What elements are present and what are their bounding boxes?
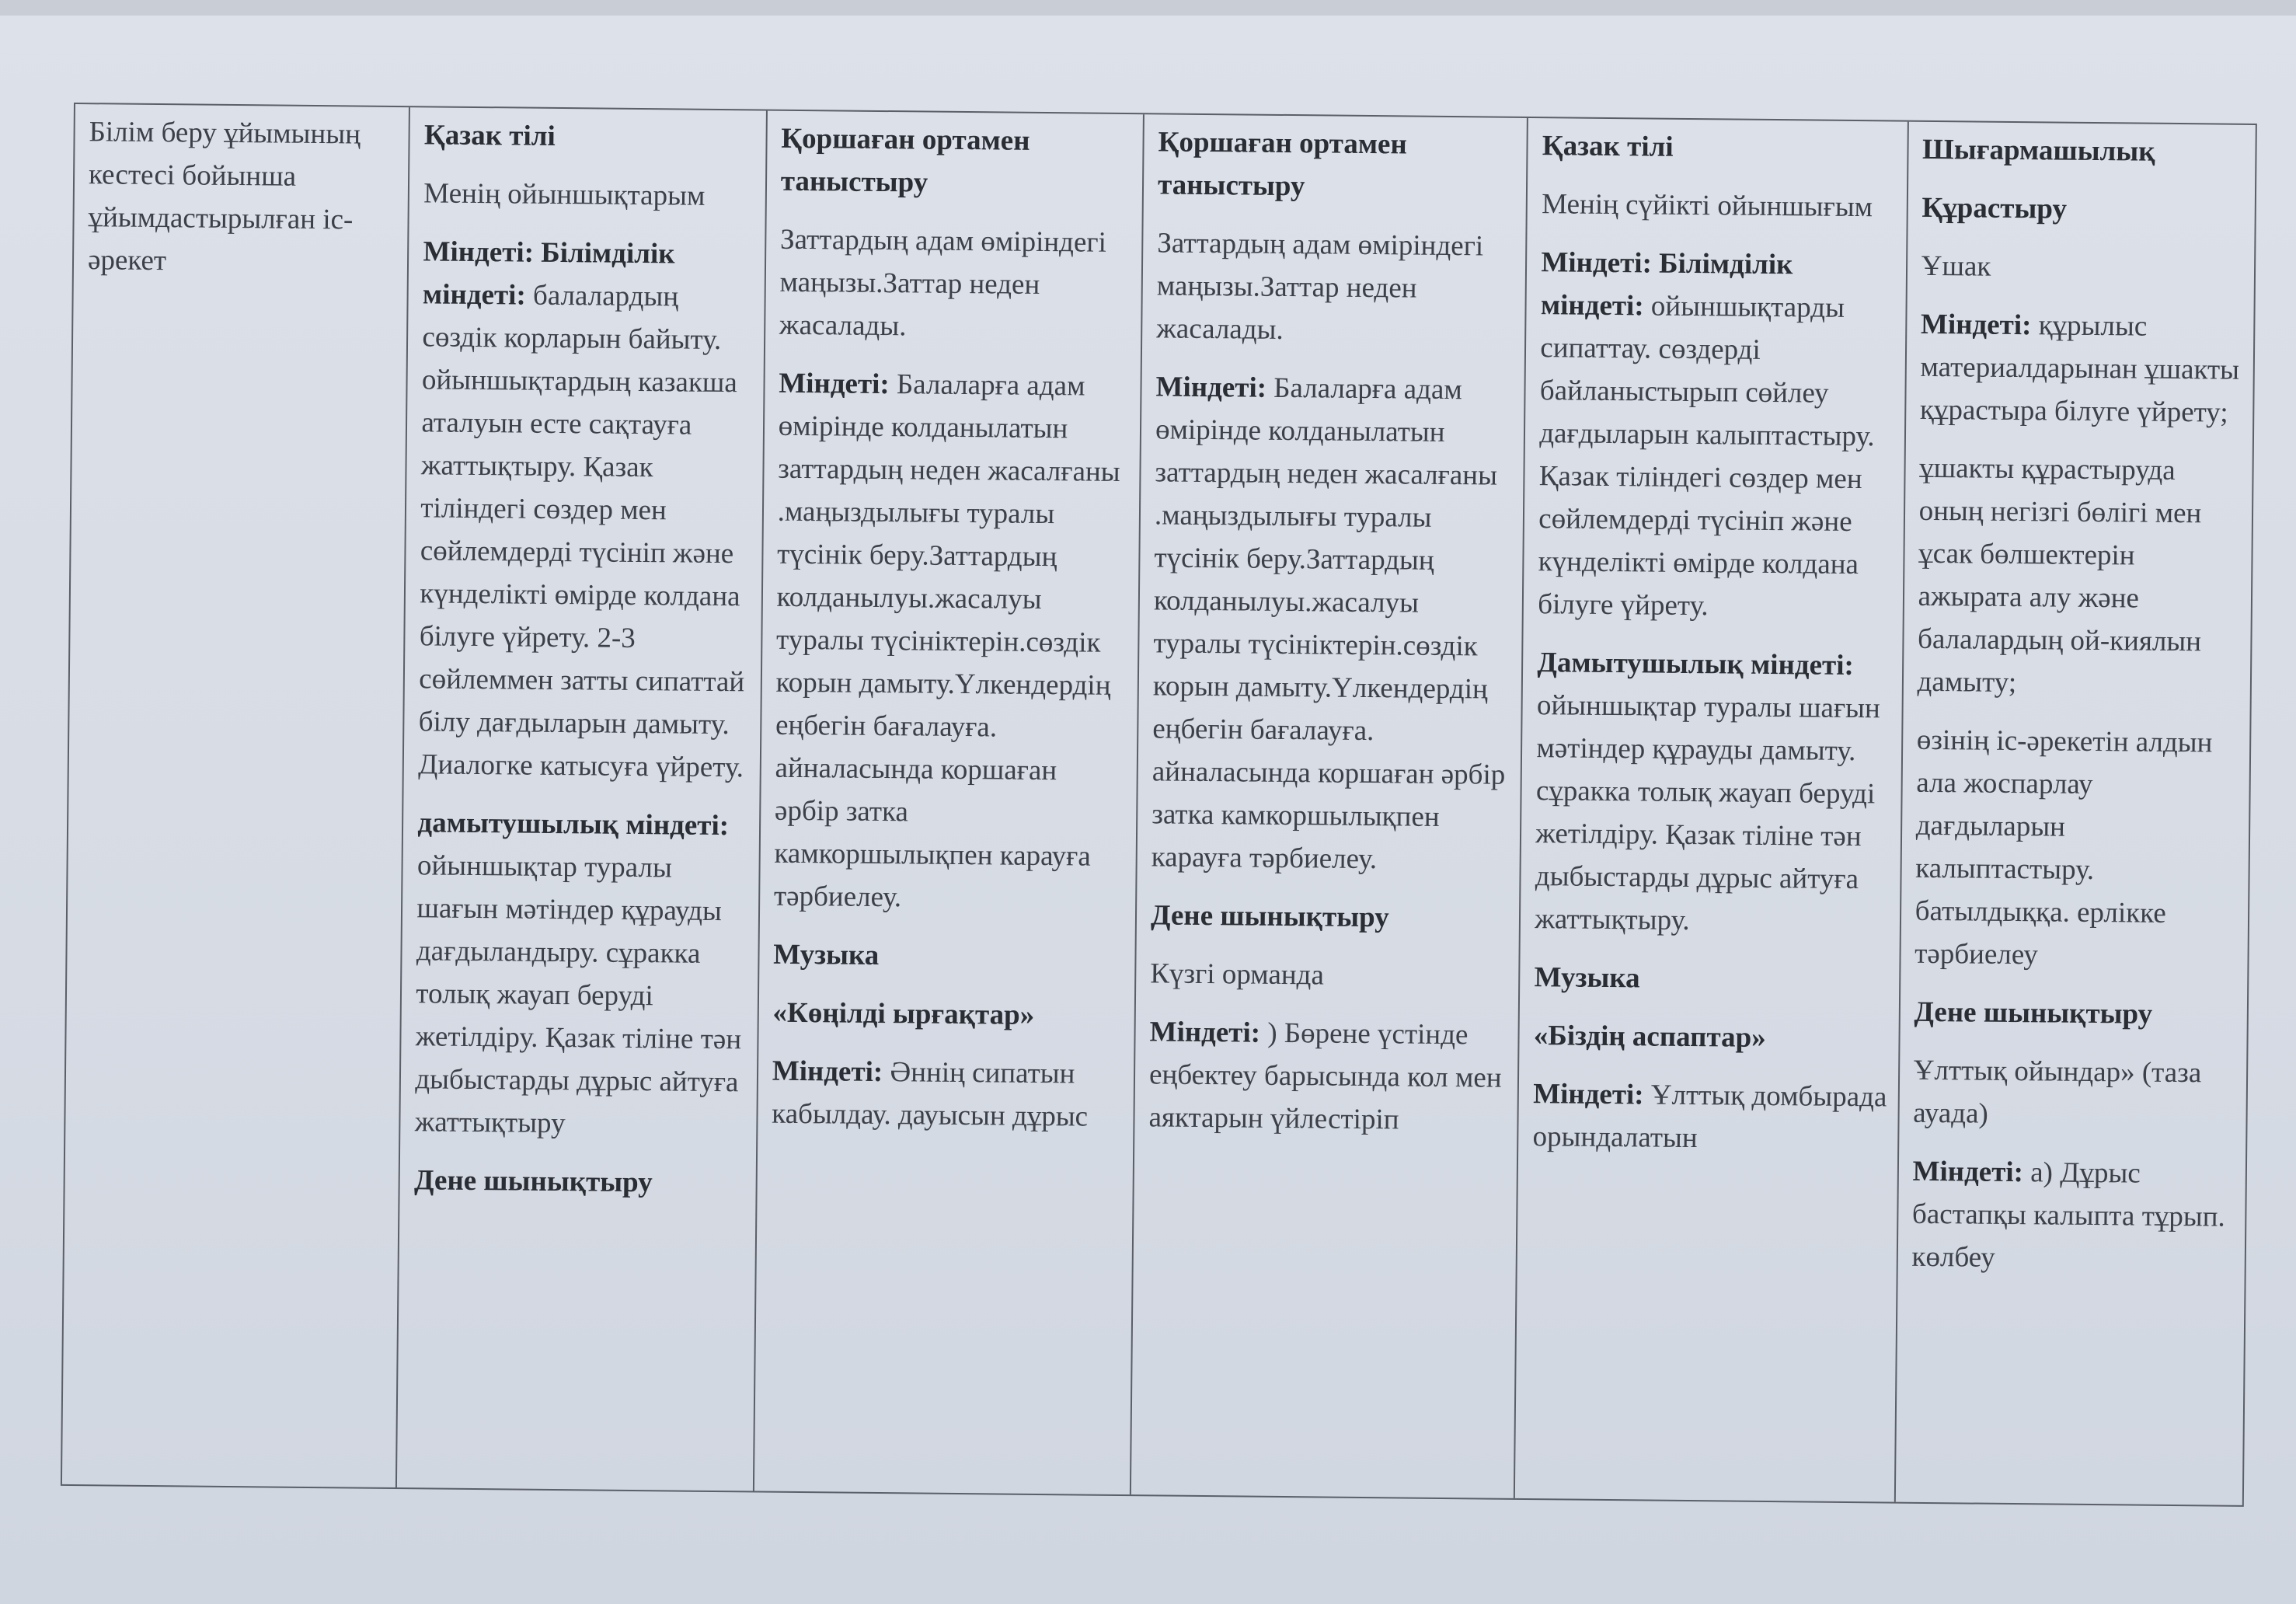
bold-label: Дене шынықтыру: [1914, 996, 2153, 1030]
paragraph-text: Менің ойыншықтарым: [423, 177, 706, 212]
activity-cell: [1131, 114, 1528, 1498]
bold-label: Дамытушылық міндеті:: [1537, 647, 1854, 682]
cell-paragraph: [774, 362, 1130, 921]
cell-paragraph: [1917, 447, 2242, 706]
bold-label: Қоршаған ортамен таныстыру: [780, 122, 1030, 199]
paragraph-text: Ұлттық ойындар» (таза ауада): [1913, 1054, 2202, 1130]
cell-paragraph: [1542, 124, 1897, 170]
activity-cell: [1895, 122, 2255, 1505]
bold-label: Міндеті:: [1912, 1155, 2024, 1189]
cell-paragraph: [1920, 303, 2243, 434]
paragraph-text: ойыншықтарды сипаттау. сөздерді байланыстырып сөйлеу дағдыларын калыптастыру. Қазак тіліндегі сөздер мен сөйлемдерді түсініп және күнделікті өмірде колдана білуге үйрету.: [1538, 290, 1875, 622]
bold-label: Міндеті: Білімділік міндеті:: [1540, 246, 1793, 323]
paragraph-text: ойыншықтар туралы шағын мәтіндер құрауды дағдыландыру. сұракка толық жауап беруді жетілдіру. Қазак тіліне тән дыбыстарды дұрыс айтуға жаттықтыру: [414, 849, 742, 1140]
bold-label: Құрастыру: [1921, 191, 2068, 225]
paragraph-text: Білім беру ұйымының кестесі бойынша ұйымдастырылған іс-әрекет: [87, 116, 361, 277]
cell-paragraph: [418, 230, 754, 789]
bold-label: Музыка: [1534, 961, 1640, 995]
cell-paragraph: [1151, 365, 1514, 881]
cell-paragraph: [1542, 183, 1896, 228]
cell-paragraph: [1911, 1150, 2235, 1281]
paragraph-text: өзінің іс-әрекетін алдын ала жоспарлау дағдыларын калыптастыру. батылдыққа. ерлікке тәрбиелеу: [1914, 724, 2213, 971]
bold-label: Міндеті: Білімділік міндеті:: [422, 235, 675, 312]
cell-paragraph: [772, 992, 1124, 1037]
cell-paragraph: [1921, 245, 2243, 291]
bold-label: Шығармашылық: [1921, 133, 2155, 168]
row-header-cell: [62, 104, 410, 1487]
cell-paragraph: [779, 218, 1131, 350]
paragraph-text: Балаларға адам өмірінде колданылатын заттардың неден жасалғаны .маңыздылығы туралы түсінік беру.Заттардың колданылуы.жасалуы туралы түсініктерін.сөздік корын дамыту.Үлкендердің еңбегін бағалауға. айналасында коршаған әрбір затка камкоршылықпен карауға тәрбиелеу.: [773, 368, 1120, 914]
cell-paragraph: [1914, 719, 2239, 978]
bold-label: Міндеті:: [772, 1055, 883, 1089]
paragraph-text: Күзгі орманда: [1150, 957, 1325, 992]
cell-paragraph: [1921, 187, 2244, 232]
bold-label: Міндеті:: [1149, 1016, 1261, 1049]
cell-paragraph: [1158, 120, 1516, 209]
paragraph-text: Балаларға адам өмірінде колданылатын заттардың неден жасалғаны .маңыздылығы туралы түсінік беру.Заттардың колданылуы.жасалуы туралы түсініктерін.сөздік корын дамыту.Үлкендердің еңбегін бағалауға. айналасында коршаған әрбір затка камкоршылықпен карауға тәрбиелеу.: [1151, 371, 1506, 876]
paragraph-text: балалардың сөздік корларын байыту. ойыншықтардың казакша аталуын есте сақтауға жаттықтыру. Қазак тіліндегі сөздер мен сөйлемдерді түсініп және күнделікті өмірде колдана білуге үйрету. 2-3 сөйлеммен затты сипаттай білу дағдыларын дамыту. Диалогке катысуға үйрету.: [418, 279, 745, 784]
paragraph-text: Ұшак: [1921, 249, 1991, 283]
cell-paragraph: [1534, 1014, 1888, 1060]
paper-sheet: [0, 16, 2296, 1604]
cell-paragraph: [414, 1159, 745, 1205]
cell-paragraph: [1532, 1072, 1887, 1161]
cell-paragraph: [772, 1050, 1123, 1138]
cell-paragraph: [1538, 241, 1895, 629]
paragraph-text: а) Дұрыс бастапқы калыпта тұрып. көлбеу: [1911, 1156, 2225, 1274]
paragraph-text: Әннің сипатын кабылдау. дауысын дұрыс: [772, 1056, 1089, 1133]
cell-paragraph: [1156, 221, 1515, 353]
bold-label: Міндеті:: [1920, 308, 2032, 342]
bold-label: Міндеті:: [779, 367, 890, 401]
bold-label: Қазак тілі: [423, 119, 556, 152]
cell-paragraph: [1913, 1049, 2235, 1138]
cell-paragraph: [424, 113, 755, 159]
bold-label: «Көңілді ырғақтар»: [772, 996, 1035, 1031]
paragraph-text: Заттардың адам өміріндегі маңызы.Заттар неден жасалады.: [779, 223, 1107, 343]
paragraph-text: құрылыс материалдарынан ұшакты құрастыра білуге үйрету;: [1919, 309, 2240, 429]
bold-label: Міндеті:: [1532, 1078, 1644, 1111]
cell-paragraph: [1151, 894, 1509, 940]
paragraph-text: ойыншықтар туралы шағын мәтіндер құрауды дамыту. сұракка толық жауап беруді жетілдіру. Қазак тіліне тән дыбыстарды дұрыс айтуға жаттықтыру.: [1535, 689, 1881, 937]
cell-paragraph: [415, 801, 749, 1146]
bold-label: дамытушылық міндеті:: [417, 807, 730, 842]
cell-paragraph: [1922, 128, 2245, 174]
cell-paragraph: [1148, 1010, 1507, 1142]
bold-label: Қазак тілі: [1542, 130, 1674, 163]
schedule-table: [61, 103, 2257, 1507]
paragraph-text: Ұлттық домбырада орындалатын: [1532, 1079, 1887, 1155]
cell-paragraph: [1150, 952, 1508, 998]
cell-paragraph: [781, 117, 1132, 206]
bold-label: Дене шынықтыру: [1150, 899, 1389, 934]
paragraph-text: ) Бөрене үстінде еңбектеу барысында кол мен аяктарын үйлестіріп: [1148, 1016, 1502, 1136]
paragraph-text: Менің сүйікті ойыншығым: [1541, 188, 1873, 224]
cell-paragraph: [423, 172, 754, 218]
bold-label: Міндеті:: [1155, 371, 1267, 404]
activity-cell: [754, 111, 1145, 1495]
bold-label: Қоршаған ортамен таныстыру: [1157, 126, 1407, 203]
cell-paragraph: [88, 110, 398, 284]
cell-paragraph: [1914, 991, 2236, 1037]
cell-paragraph: [1534, 956, 1888, 1002]
bold-label: Музыка: [773, 938, 880, 971]
paragraph-text: Заттардың адам өміріндегі маңызы.Заттар неден жасалады.: [1156, 227, 1484, 346]
paragraph-text: ұшакты құрастыруда оның негізгі бөлігі мен ұсак бөлшектерін ажырата алу және балалардың ой-киялын дамыту;: [1917, 452, 2202, 699]
activity-cell: [397, 107, 767, 1491]
cell-paragraph: [1535, 641, 1891, 943]
bold-label: «Біздің аспаптар»: [1533, 1020, 1766, 1054]
cell-paragraph: [773, 933, 1124, 979]
bold-label: Дене шынықтыру: [413, 1164, 653, 1199]
activity-cell: [1515, 118, 1908, 1502]
